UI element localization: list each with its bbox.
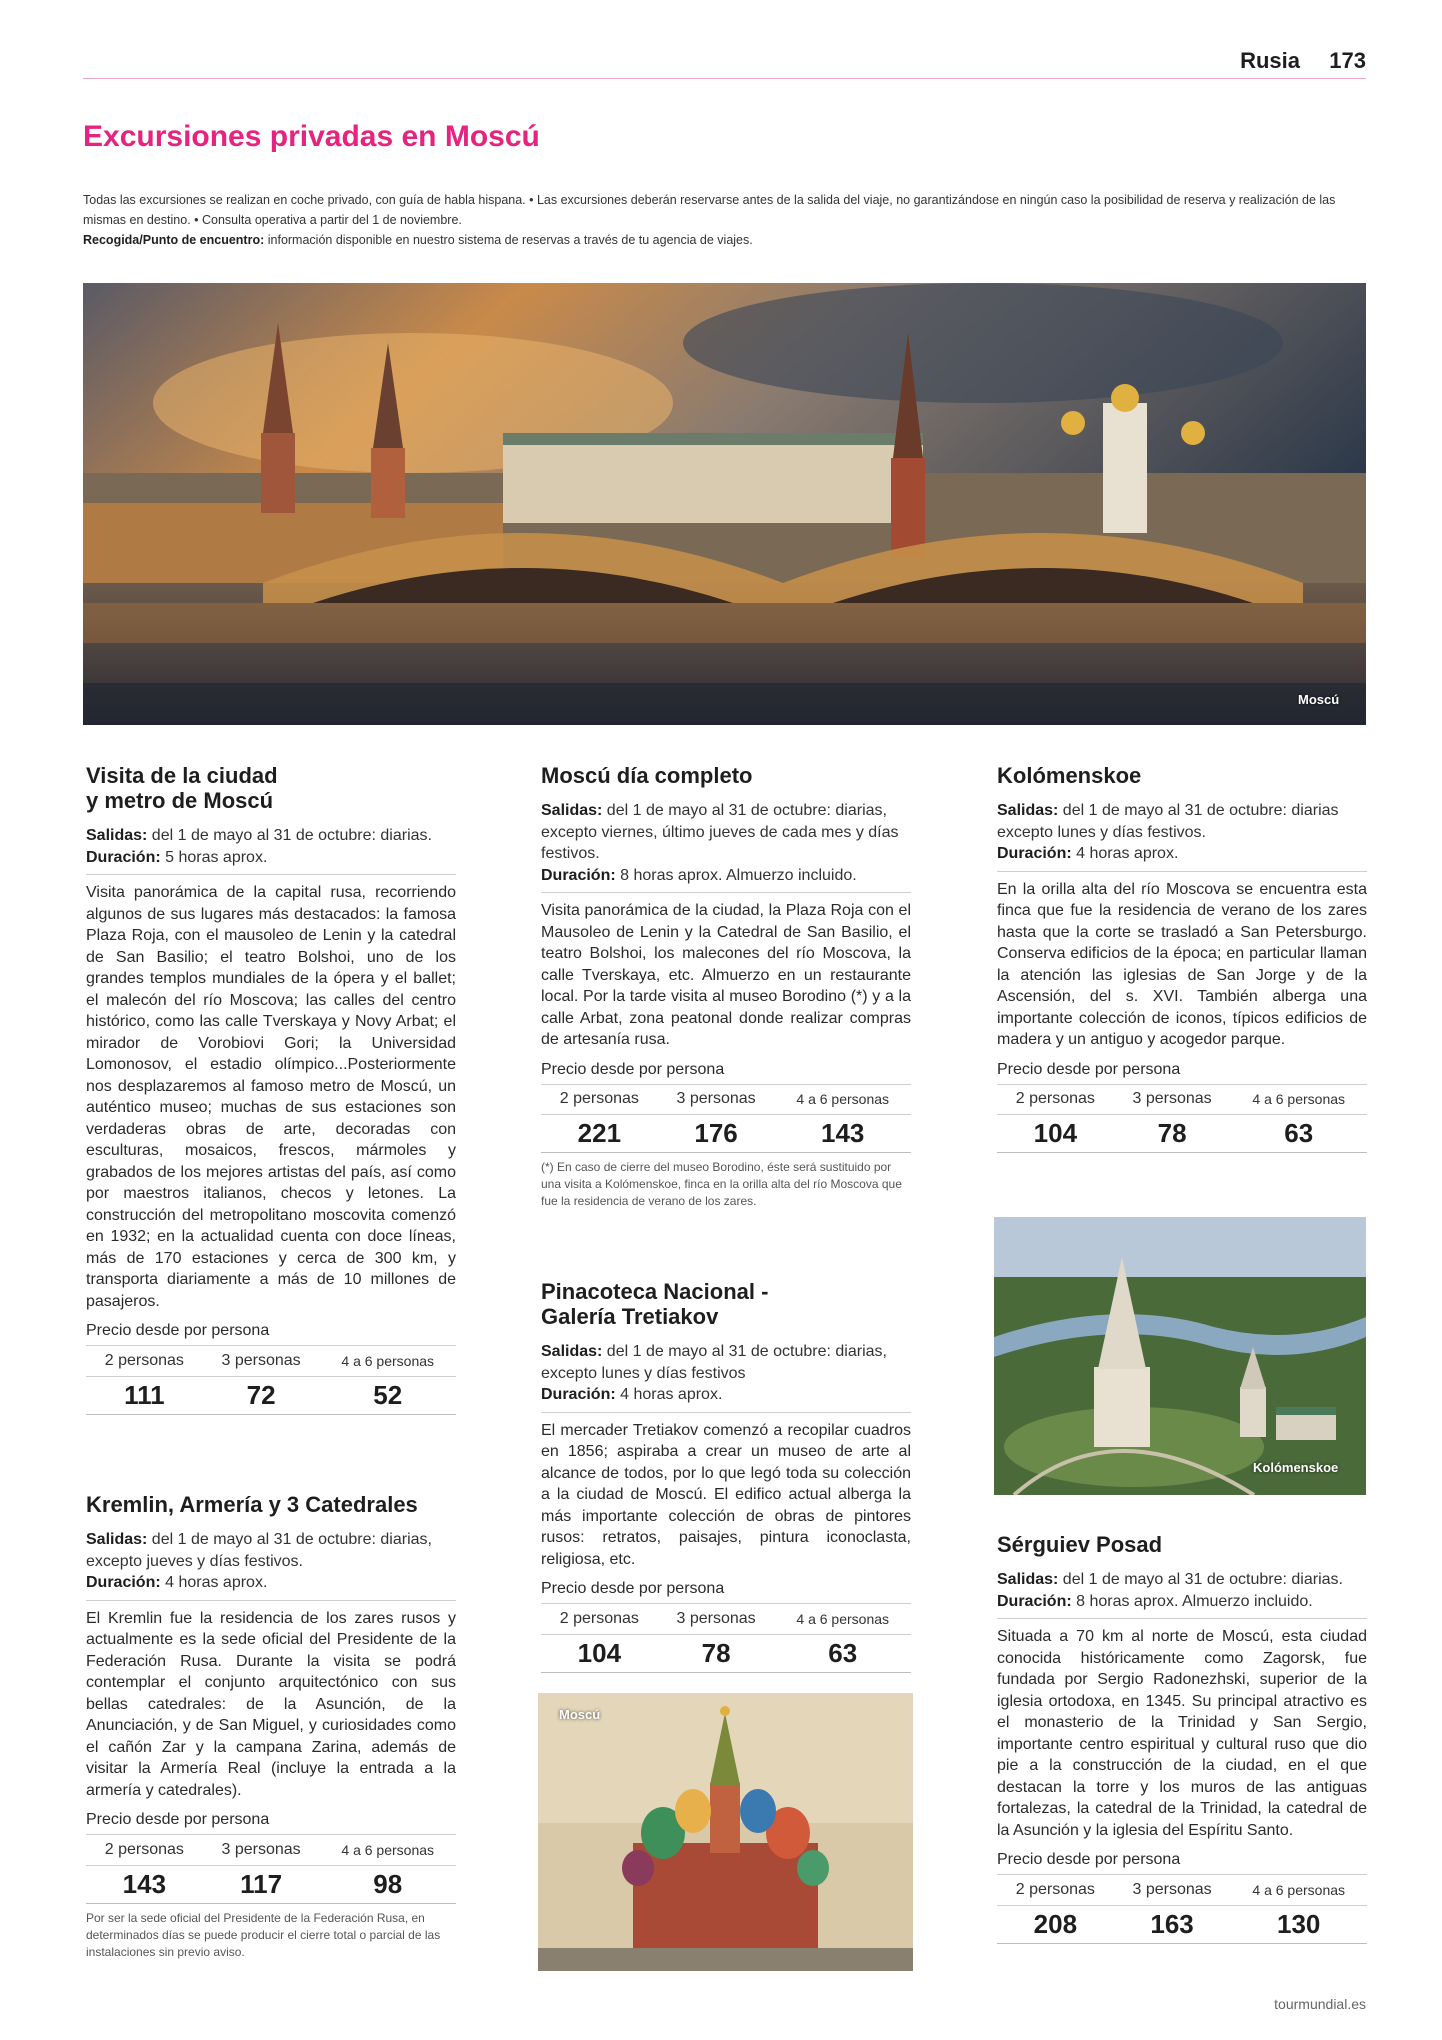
price-4-6: 98 — [319, 1865, 456, 1903]
price-3: 78 — [658, 1634, 775, 1672]
price-2: 104 — [541, 1634, 658, 1672]
pickup-label: Recogida/Punto de encuentro: — [83, 233, 265, 247]
excursion-meta: Salidas: del 1 de mayo al 31 de octubre: diarias, excepto lunes y días festivos Duración: 4 horas aprox. — [541, 1341, 911, 1413]
price-4-6: 143 — [774, 1115, 911, 1153]
price-2: 208 — [997, 1905, 1114, 1943]
excursion-title: Visita de la ciudad y metro de Moscú — [86, 763, 278, 813]
excursion-serguiev-posad — [997, 1532, 1367, 1944]
excursion-meta: Salidas: del 1 de mayo al 31 de octubre: diarias, excepto viernes, último jueves de cada mes y días festivos. Duración: 8 horas aprox. Almuerzo incluido. — [541, 800, 911, 893]
price-label: Precio desde por persona — [541, 1059, 911, 1085]
saint-basil-photo — [538, 1693, 913, 1971]
page-header — [83, 46, 1366, 79]
price-4-6: 63 — [1230, 1115, 1367, 1153]
intro-paragraph: Todas las excursiones se realizan en coche privado, con guía de habla hispana. • Las excursiones deberán reservarse antes de la salida del viaje, no garantizándose en ningún caso la posibilidad de reserva y realización de las mismas en destino. • Consulta operativa a partir del 1 de noviembre. — [83, 193, 1336, 227]
excursion-kolomenskoe — [997, 763, 1367, 1153]
excursion-meta: Salidas: del 1 de mayo al 31 de octubre: diarias, excepto jueves y días festivos. Duración: 4 horas aprox. — [86, 1529, 456, 1601]
price-label: Precio desde por persona — [86, 1320, 456, 1346]
price-table: 2 personas 3 personas 4 a 6 personas 208 163 130 — [997, 1875, 1367, 1944]
price-2: 104 — [997, 1115, 1114, 1153]
excursion-note: (*) En caso de cierre del museo Borodino, éste será sustituido por una visita a Kolómenskoe, finca en la orilla alta del río Moscova que fue la residencia de verano de los zares. — [541, 1160, 902, 1208]
excursion-tretiakov — [541, 1279, 911, 1673]
price-3: 176 — [658, 1115, 775, 1153]
excursion-title: Sérguiev Posad — [997, 1532, 1163, 1557]
price-3: 72 — [203, 1376, 320, 1414]
basil-photo-caption: Moscú — [559, 1707, 601, 1722]
price-4-6: 63 — [774, 1634, 911, 1672]
price-2: 111 — [86, 1376, 203, 1414]
price-3: 163 — [1114, 1905, 1231, 1943]
excursion-title: Pinacoteca Nacional - Galería Tretiakov — [541, 1279, 769, 1329]
price-2: 221 — [541, 1115, 658, 1153]
excursion-description: Visita panorámica de la capital rusa, recorriendo algunos de sus lugares más destacados: la famosa Plaza Roja, con el mausoleo de Lenin y la catedral de San Basilio; el teatro Bolshoi, uno de los grandes templos mundiales de la ópera y el ballet; el malecón del río Moscova; las calles del centro histórico, como las calle Tverskaya y Novy Arbat; el mirador de Vorobiovi Gori; la Universidad Lomonosov, el estadio olímpico...Posteriormente nos desplazaremos al famoso metro de Moscú, un auténtico museo; muchas de sus estaciones son verdaderas obras de arte, decoradas con esculturas, mosaicos, frescos, mármoles y grabados de los mejores artistas del país, así como por maestros italianos, checos y letones. La construcción del metropolitano moscovita comenzó en 1932; en la actualidad cuenta con doce líneas, más de 170 estaciones y cerca de 300 km, y transporta diariamente a más de 10 millones de pasajeros. — [86, 884, 456, 1310]
kolomenskoe-photo-caption: Kolómenskoe — [1253, 1460, 1339, 1475]
excursion-description: El Kremlin fue la residencia de los zares rusos y actualmente es la sede oficial del Presidente de la Federación Rusa. Durante la visita se podrá contemplar el conjunto arquitectónico con sus bellas catedrales: de la Asunción, de la Anunciación, y de San Miguel, y curiosidades como el cañón Zar y la campana Zarina, además de visitar la Armería Real (incluye la entrada a la armería y catedrales). — [86, 1609, 456, 1799]
page-number: 173 — [1329, 48, 1366, 73]
price-4-6: 130 — [1230, 1905, 1367, 1943]
price-table: 2 personas 3 personas 4 a 6 personas 221 176 143 — [541, 1085, 911, 1154]
excursion-title: Moscú día completo — [541, 763, 753, 788]
price-table: 2 personas 3 personas 4 a 6 personas 104 78 63 — [541, 1604, 911, 1673]
price-4-6: 52 — [319, 1376, 456, 1414]
excursion-description: Visita panorámica de la ciudad, la Plaza Roja con el Mausoleo de Lenin y la Catedral de San Basilio, el teatro Bolshoi, los malecones del río Moscova, la calle Tverskaya, etc. Almuerzo en un restaurante local. Por la tarde visita al museo Borodino (*) y a la calle Arbat, zona peatonal donde realizar compras de artesanía rusa. — [541, 902, 911, 1048]
excursion-meta: Salidas: del 1 de mayo al 31 de octubre: diarias. Duración: 5 horas aprox. — [86, 825, 456, 875]
page-title: Excursiones privadas en Moscú — [83, 120, 540, 153]
moscow-kremlin-photo — [83, 283, 1366, 725]
excursion-description: Situada a 70 km al norte de Moscú, esta ciudad conocida históricamente como Zagorsk, fue fundada por Sergio Radonezhski, superior de la iglesia ortodoxa, en 1345. Su principal atractivo es el monasterio de la Trinidad y San Sergio, importante centro espiritual y cultural ruso que dio pie a la construcción de la ciudad, en el que destacan la torre y los muros de las antiguas fortalezas, la catedral de la Trinidad, la catedral de la Asunción y la iglesia del Espíritu Santo. — [997, 1628, 1367, 1839]
price-3: 117 — [203, 1865, 320, 1903]
excursion-city-metro — [86, 763, 456, 1415]
pickup-line — [83, 230, 1366, 250]
main-photo-caption: Moscú — [1298, 692, 1340, 707]
kolomenskoe-photo — [994, 1217, 1366, 1495]
price-label: Precio desde por persona — [541, 1578, 911, 1604]
excursion-description: En la orilla alta del río Moscova se encuentra esta finca que fue la residencia de verano de los zares hasta que la corte se trasladó a San Petersburgo. Conserva edificios de la época; en particular llaman la atención las iglesias de San Jorge y de la Ascensión, del s. XVI. También alberga una importante colección de iconos, típicos edificios de madera y un antiguo y acogedor parque. — [997, 880, 1367, 1048]
excursion-title: Kremlin, Armería y 3 Catedrales — [86, 1492, 418, 1517]
excursion-note: Por ser la sede oficial del Presidente de la Federación Rusa, en determinados días se puede producir el cierre total o parcial de las instalaciones sin previo aviso. — [86, 1910, 441, 1959]
excursion-full-day — [541, 763, 911, 1210]
intro-text — [83, 190, 1366, 250]
excursion-description: El mercader Tretiakov comenzó a recopilar cuadros en 1856; aspiraba a crear un museo de arte al alcance de todos, por lo que legó toda su colección a la ciudad de Moscú. El edifico actual alberga la más importante colección de obras de pintores rusos: retratos, paisajes, pintura iconoclasta, religiosa, etc. — [541, 1421, 911, 1568]
excursion-meta: Salidas: del 1 de mayo al 31 de octubre: diarias. Duración: 8 horas aprox. Almuerzo incluido. — [997, 1569, 1367, 1619]
price-2: 143 — [86, 1865, 203, 1903]
footer-website: tourmundial.es — [1274, 1996, 1366, 2012]
price-label: Precio desde por persona — [86, 1809, 456, 1835]
price-table: 2 personas 3 personas 4 a 6 personas 104 78 63 — [997, 1085, 1367, 1154]
price-table: 2 personas 3 personas 4 a 6 personas 143 117 98 — [86, 1835, 456, 1904]
excursion-kremlin — [86, 1492, 456, 1961]
price-label: Precio desde por persona — [997, 1059, 1367, 1085]
header-country: Rusia — [1240, 48, 1300, 73]
price-label: Precio desde por persona — [997, 1849, 1367, 1875]
price-3: 78 — [1114, 1115, 1231, 1153]
pickup-text: información disponible en nuestro sistema de reservas a través de tu agencia de viajes. — [264, 233, 753, 247]
excursion-title: Kolómenskoe — [997, 763, 1142, 788]
price-table: 2 personas 3 personas 4 a 6 personas 111 72 52 — [86, 1346, 456, 1415]
excursion-meta: Salidas: del 1 de mayo al 31 de octubre: diarias excepto lunes y días festivos. Duración: 4 horas aprox. — [997, 800, 1367, 872]
